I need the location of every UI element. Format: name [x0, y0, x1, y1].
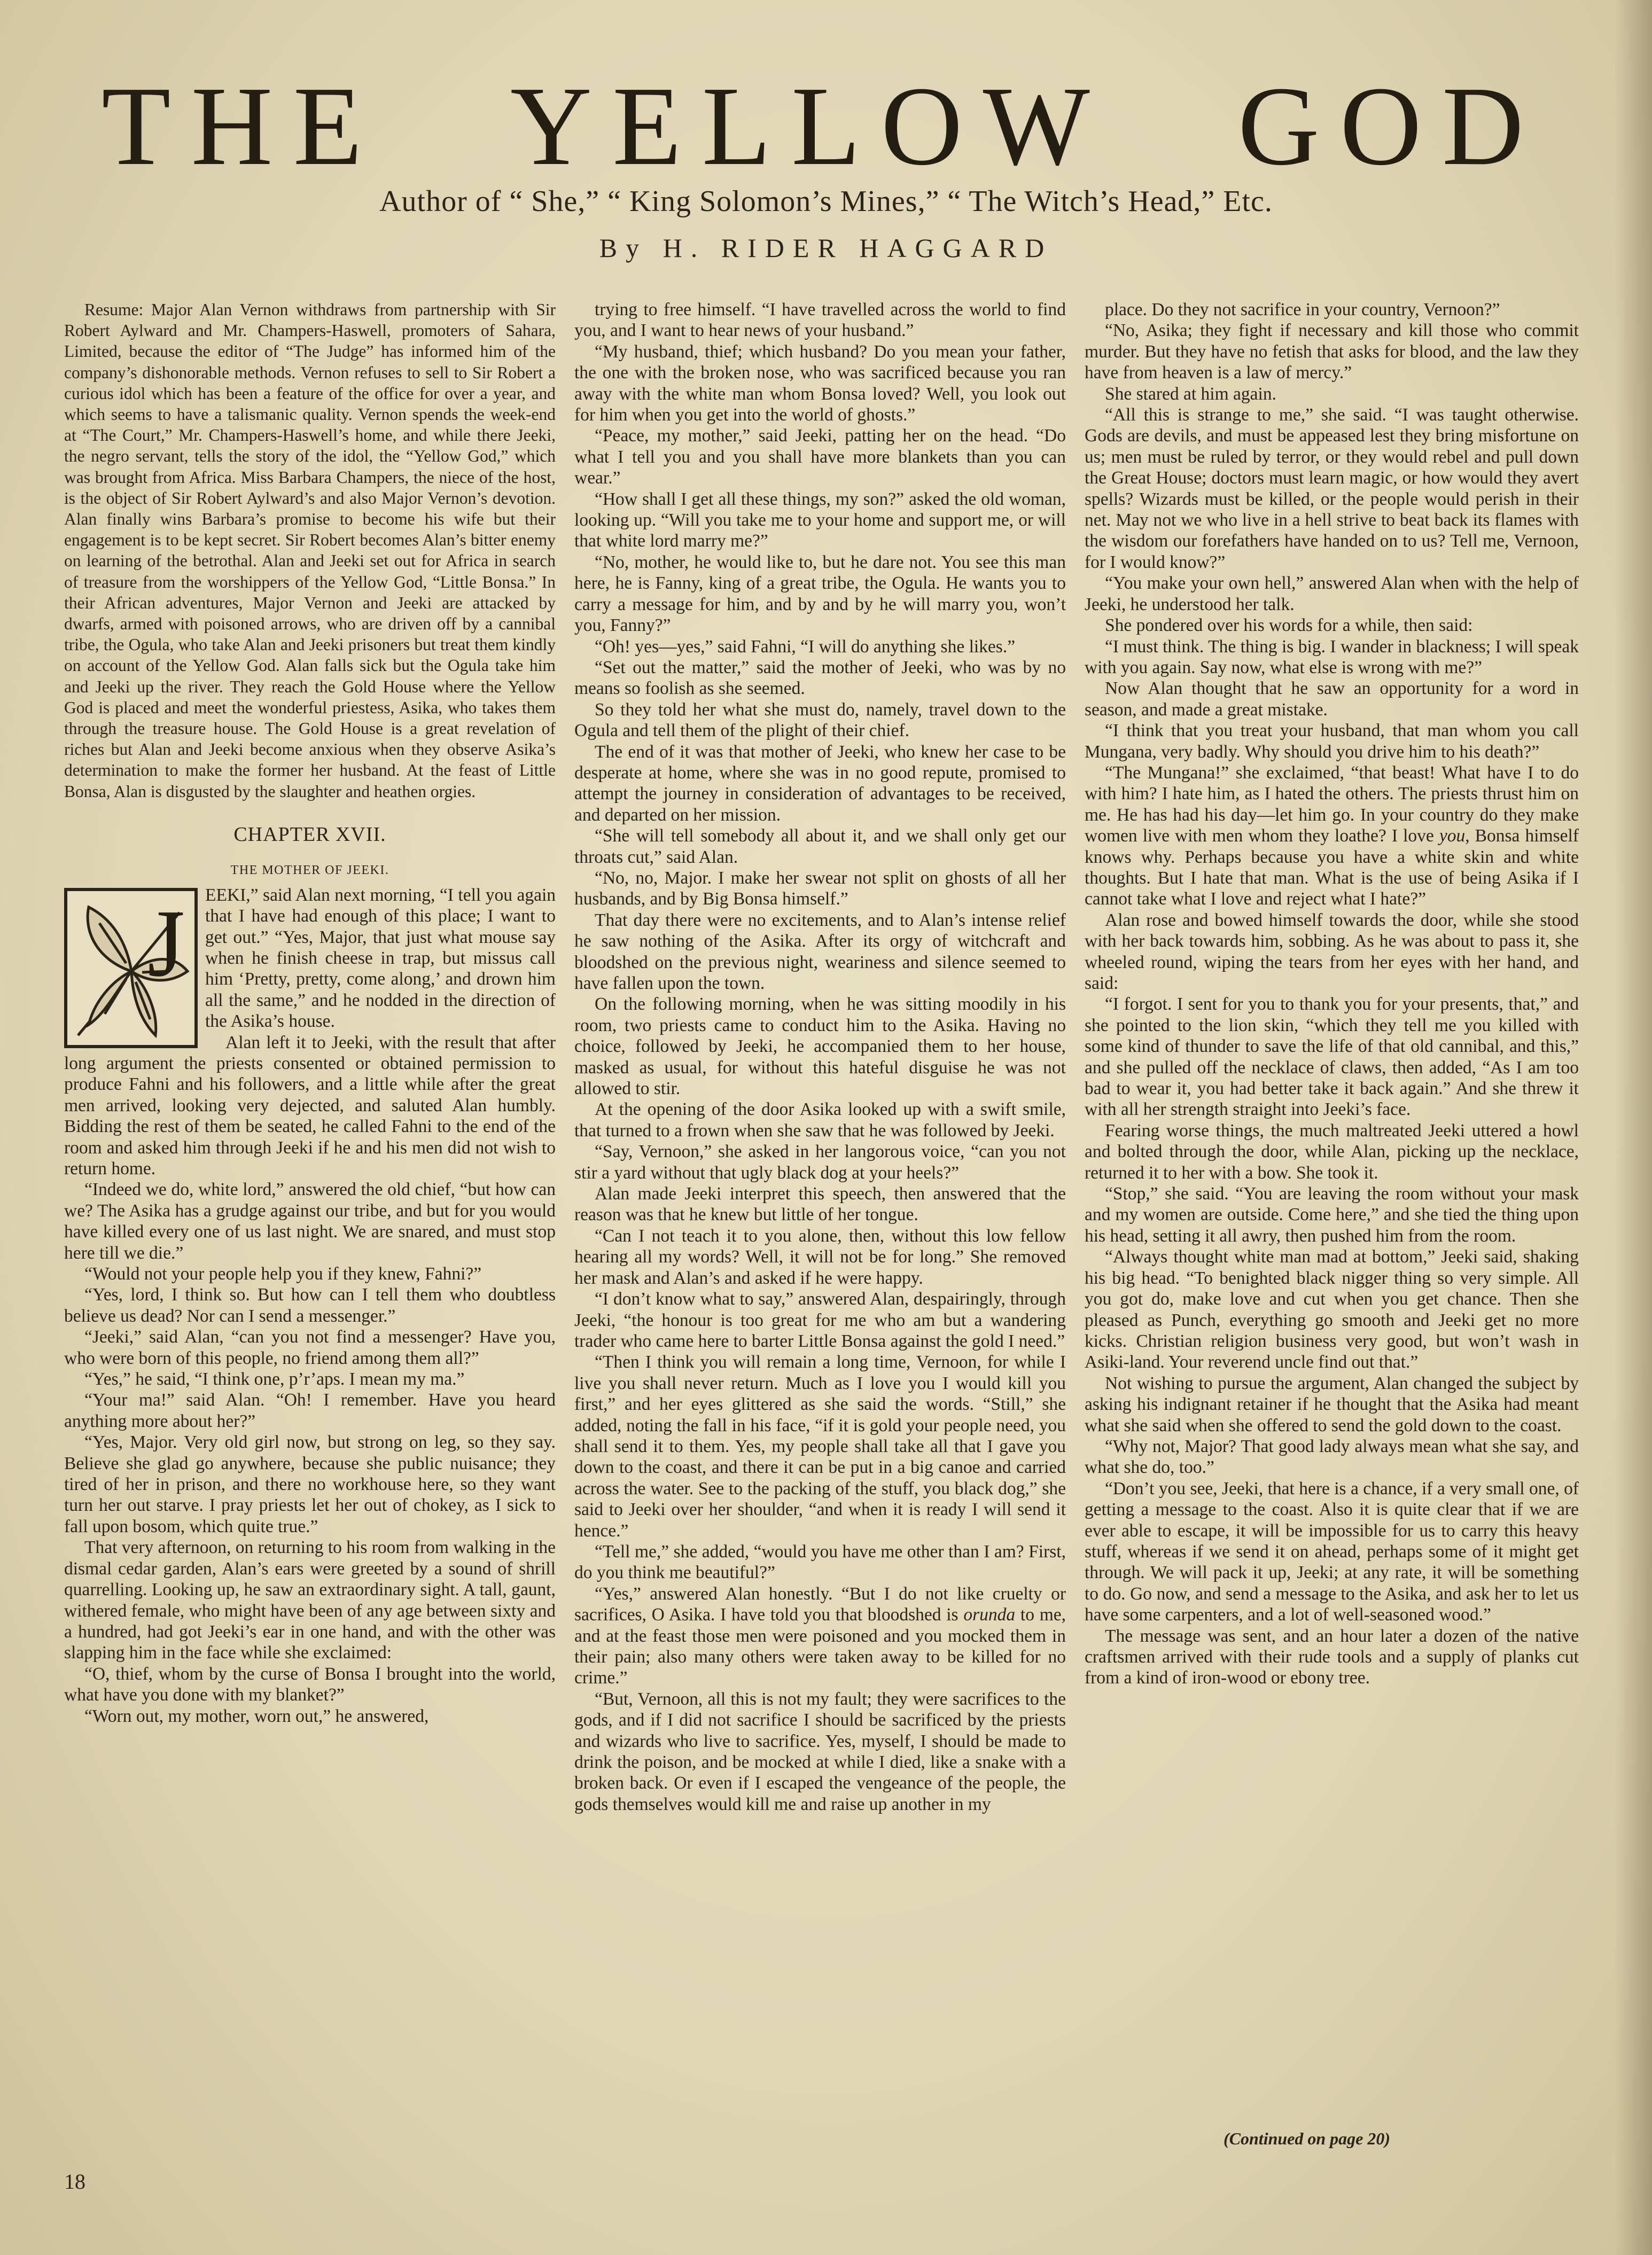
paragraph: “All this is strange to me,” she said. “I was taught otherwise. Gods are devils, and must be appeased lest they bring misfortune on us; men must be ruled by terror, or they would rebel and pull down the Great House; doctors must learn magic, or how would they avert spells? Wizards must be killed, or the people would perish in their net. May not we who live in a hell strive to beat back its flames with the wisdom our forefathers have handed on to us? Tell me, Vernoon, for I would know?” — [1085, 405, 1579, 572]
column-2-body — [574, 299, 1066, 1815]
paragraph: “Jeeki,” said Alan, “can you not find a messenger? Have you, who were born of this people, no friend among them all?” — [64, 1327, 556, 1368]
paragraph: “Why not, Major? That good lady always mean what she say, and what she do, too.” — [1085, 1436, 1579, 1478]
paragraph: “O, thief, whom by the curse of Bonsa I brought into the world, what have you done with my blanket?” — [64, 1664, 556, 1705]
paragraph: “Can I not teach it to you alone, then, without this low fellow hearing all my words? Well, it will not be for long.” She removed her mask and Alan’s and asked if he were happy. — [574, 1226, 1066, 1288]
paragraph: “Stop,” she said. “You are leaving the room without your mask and my women are outside. Come here,” and she tied the thing upon his head, setting it all awry, then pushed him from the room. — [1085, 1184, 1579, 1246]
paragraph: “I must think. The thing is big. I wander in blackness; I will speak with you again. Say now, what else is wrong with me?” — [1085, 636, 1579, 677]
resume-paragraph: Resume: Major Alan Vernon withdraws from partnership with Sir Robert Aylward and Mr. Champers-Haswell, promoters of Sahara, Limited, because the editor of “The Judge” has informed him of the company’s dishonorable methods. Vernon refuses to sell to Sir Robert a curious idol which has been a feature of the office for over a year, and which seems to have a talismanic quality. Vernon spends the week-end at “The Court,” Mr. Champers-Haswell’s home, and while there Jeeki, the negro servant, tells the story of the idol, the “Yellow God,” which was brought from Africa. Miss Barbara Champers, the niece of the host, is the object of Sir Robert Aylward’s and also Major Vernon’s devotion. Alan finally wins Barbara’s promise to become his wife but their engagement is to be kept secret. Sir Robert becomes Alan’s bitter enemy on learning of the betrothal. Alan and Jeeki set out for Africa in search of treasure from the worshippers of the Yellow God, “Little Bonsa.” In their African adventures, Major Vernon and Jeeki are attacked by dwarfs, armed with poisoned arrows, who are driven off by a cannibal tribe, the Ogula, who take Alan and Jeeki prisoners but treat them kindly on account of the Yellow God. Alan falls sick but the Ogula take him and Jeeki up the river. They reach the Gold House where the Yellow God is placed and meet the wonderful priestess, Asika, who takes them through the treasure house. The Gold House is a great revelation of riches but Alan and Jeeki become anxious when they observe Asika’s determination to make the former her husband. At the feast of Little Bonsa, Alan is disgusted by the slaughter and heathen orgies. — [64, 300, 556, 801]
paragraph: “Worn out, my mother, worn out,” he answered, — [84, 1706, 429, 1726]
paragraph: “Say, Vernoon,” she asked in her langorous voice, “can you not stir a yard without that ugly black dog at your heels?” — [574, 1142, 1066, 1183]
emphasis: you — [1439, 826, 1466, 846]
paragraph: Alan left it to Jeeki, with the result that after long argument the priests consented or obtained permission to produce Fahni and his followers, and a little while after the great men arrived, looking very dejected, and saluted Alan humbly. Bidding the rest of them be seated, he called Fahni to the end of the room and asked him through Jeeki if he and his men did not wish to return home. — [64, 1032, 556, 1179]
binding-shadow — [1615, 0, 1652, 2255]
drop-cap-letter: J — [147, 889, 185, 996]
paragraph: The end of it was that mother of Jeeki, who knew her case to be desperate at home, where she was in no good repute, promised to attempt the journey in consideration of advantages to be received, and departed on her mission. — [574, 742, 1066, 825]
paragraph: “Always thought white man mad at bottom,” Jeeki said, shaking his big head. “To benighted black nigger thing so very simple. All you got do, make love and cut when you get chance. Then she pleased as Punch, everything go smooth and Jeeki get no more kicks. Christian religion business very good, but won’t wash in Asiki-land. Your reverend uncle find out that.” — [1085, 1247, 1579, 1372]
paragraph: “Then I think you will remain a long time, Vernoon, for while I live you shall never return. Much as I love you I would kill you first,” and her eyes glittered as she said the words. “Still,” she added, noting the fall in his face, “if it is gold your people need, you shall send it to them. Yes, my people shall take all that I gave you down to the coast, and there it can be put in a big canoe and carried across the water. See to the packing of the stuff, you black dog,” she said to Jeeki over her shoulder, “and when it is ready I will send it hence.” — [574, 1352, 1066, 1541]
paragraph: She stared at him again. — [1105, 384, 1276, 404]
paragraph: Fearing worse things, the much maltreated Jeeki uttered a howl and bolted through the door, while Alan, picking up the necklace, returned it to her with a bow. She took it. — [1085, 1120, 1579, 1183]
title-word: YELLOW — [510, 63, 1110, 189]
paragraph: She pondered over his words for a while, then said: — [1105, 615, 1473, 636]
text-column-3 — [1085, 299, 1579, 2137]
column-1-body — [64, 1032, 556, 1727]
paragraph: So they told her what she must do, namely, travel down to the Ogula and tell them of the plight of their chief. — [574, 699, 1066, 741]
paragraph: “Set out the matter,” said the mother of Jeeki, who was by no means so foolish as she seemed. — [574, 657, 1066, 699]
paragraph: Alan made Jeeki interpret this speech, then answered that the reason was that he knew but little of her tongue. — [574, 1184, 1066, 1225]
paragraph: At the opening of the door Asika looked up with a swift smile, that turned to a frown when she saw that he was followed by Jeeki. — [574, 1099, 1066, 1141]
paragraph: “No, Asika; they fight if necessary and kill those who commit murder. But they have no fetish that asks for blood, and the law they have from heaven is a law of mercy.” — [1085, 321, 1579, 383]
paragraph: Alan rose and bowed himself towards the door, while she stood with her back towards him, sobbing. As he was about to pass it, she wheeled round, wiping the tears from her eyes with her hand, and said: — [1085, 910, 1579, 993]
paragraph: Now Alan thought that he saw an opportunity for a word in season, and made a great mistake. — [1085, 678, 1579, 720]
paragraph: “The Mungana!” she exclaimed, “that beast! What have I to do with him? I hate him, as I hated the others. The priests thrust him on me. He has had his day—let him go. In your country do they make women live with men whom they loathe? I love you, Bonsa himself knows why. Perhaps because you have a white skin and white thoughts. But I hate that man. What is the use of being Asika if I cannot take what I love and reject what I hate?” — [1085, 762, 1579, 909]
section-title: THE MOTHER OF JEEKI. — [230, 863, 389, 878]
paragraph: “My husband, thief; which husband? Do you mean your father, the one with the broken nose, who was sacrificed because you ran away with the white man whom Bonsa loved? Well, you look out for him when you get into the world of ghosts.” — [574, 341, 1066, 425]
text-column-1 — [64, 299, 556, 2137]
author-credits: Author of “ She,” “ King Solomon’s Mines,” “ The Witch’s Head,” Etc. — [379, 185, 1273, 218]
paragraph: “I think that you treat your husband, that man whom you call Mungana, very badly. Why should you drive him to his death?” — [1085, 721, 1579, 762]
paragraph: That day there were no excitements, and to Alan’s intense relief he saw nothing of the Asika. After its orgy of witchcraft and bloodshed on the previous night, weariness and silence seemed to have fallen upon the town. — [574, 910, 1066, 993]
paragraph: Not wishing to pursue the argument, Alan changed the subject by asking his indignant retainer if he thought that the Asika had meant what she said when she offered to send the gold down to the coast. — [1085, 1373, 1579, 1435]
paragraph: “No, mother, he would like to, but he dare not. You see this man here, he is Fanny, king of a great tribe, the Ogula. He wants you to carry a message for him, and by and by he will marry you, won’t you, Fanny?” — [574, 552, 1066, 636]
paragraph: “No, no, Major. I make her swear not split on ghosts of all her husbands, and by Big Bonsa himself.” — [574, 868, 1066, 909]
paragraph: “Tell me,” she added, “would you have me other than I am? First, do you think me beautiful?” — [574, 1541, 1066, 1583]
title-word: THE — [102, 63, 383, 189]
paragraph: “Would not your people help you if they knew, Fahni?” — [84, 1264, 482, 1284]
paragraph: “Yes,” answered Alan honestly. “But I do not like cruelty or sacrifices, O Asika. I have told you that bloodshed is orunda to me, and at the feast those men were poisoned and you mocked them in their pain; also many others were taken away to be killed for no crime.” — [574, 1583, 1066, 1688]
paragraph: trying to free himself. “I have travelled across the world to find you, and I want to hear news of your husband.” — [574, 300, 1066, 341]
paragraph: “Yes, Major. Very old girl now, but strong on leg, so they say. Believe she glad go anywhere, because she public nuisance; they tired of her in prison, and there no workhouse here, so they want turn her out starve. I pray priests let her out of chokey, as I sick to fall upon bosom, which quite true.” — [64, 1432, 556, 1536]
paragraph: “Peace, my mother,” said Jeeki, patting her on the head. “Do what I tell you and you shall have more blankets than you can wear.” — [574, 426, 1066, 488]
paragraph: “Yes, lord, I think so. But how can I tell them who doubtless believe us dead? Nor can I send a messenger.” — [64, 1285, 556, 1326]
drop-cap-ornament — [64, 888, 198, 1048]
paragraph: place. Do they not sacrifice in your country, Vernoon?” — [1105, 300, 1500, 319]
paragraph: “Your ma!” said Alan. “Oh! I remember. Have you heard anything more about her?” — [64, 1390, 556, 1431]
title-word: GOD — [1237, 63, 1544, 189]
first-paragraph: EEKI,” said Alan next morning, “I tell you again that I have had enough of this place; I want to get out.” “Yes, Major, that just what mouse say when he finish cheese in trap, but missus call him ‘Pretty, pretty, come along,’ and drown him all the same,” and he nodded in the direction of the Asika’s house. — [205, 885, 556, 1032]
paragraph: “She will tell somebody all about it, and we shall only get our throats cut,” said Alan. — [574, 826, 1066, 867]
paragraph: “But, Vernoon, all this is not my fault; they were sacrifices to the gods, and if I did not sacrifice I should be sacrificed by the priests and wizards who live to sacrifice. Yes, myself, I should be made to drink the poison, and be mocked at while I died, like a snake with a broken back. Or even if I escaped the vengeance of the people, the gods themselves would kill me and raise up another in my — [574, 1689, 1066, 1814]
paragraph: “Oh! yes—yes,” said Fahni, “I will do anything she likes.” — [595, 636, 1016, 657]
paragraph: The message was sent, and an hour later a dozen of the native craftsmen arrived with their rude tools and a supply of planks cut from a kind of iron-wood or ebony tree. — [1085, 1626, 1579, 1688]
paragraph: “I don’t know what to say,” answered Alan, despairingly, through Jeeki, “the honour is too great for me who am but a wandering trader who came here to barter Little Bonsa against the gold I need.” — [574, 1289, 1066, 1351]
continued-note: (Continued on page 20) — [1224, 2129, 1391, 2148]
paragraph: “Yes,” he said, “I think one, p’r’aps. I mean my ma.” — [84, 1369, 465, 1390]
page-number: 18 — [64, 2170, 85, 2194]
column-3-body — [1085, 299, 1579, 1689]
chapter-heading: CHAPTER XVII. — [233, 823, 386, 846]
paragraph: That very afternoon, on returning to his room from walking in the dismal cedar garden, Alan’s ears were greeted by a sound of shrill quarrelling. Looking up, he saw an extraordinary sight. A tall, gaunt, withered female, who might have been of any age between sixty and a hundred, had got Jeeki’s ear in one hand, and with the other was slapping him in the face while she exclaimed: — [64, 1538, 556, 1663]
paragraph: “You make your own hell,” answered Alan when with the help of Jeeki, he understood her talk. — [1085, 573, 1579, 614]
paragraph: “Don’t you see, Jeeki, that here is a chance, if a very small one, of getting a message to the coast. Also it is quite clear that if we are ever able to escape, it will be impossible for us to carry this heavy stuff, whereas if we send it on ahead, perhaps some of it might get through. We will pack it up, Jeeki; at any rate, it will be something to do. Go now, and send a message to the Asika, and ask her to let us have some carpenters, and a lot of well-seasoned wood.” — [1085, 1478, 1579, 1625]
text-column-2 — [574, 299, 1066, 2137]
paragraph: “Indeed we do, white lord,” answered the old chief, “but how can we? The Asika has a grudge against our tribe, and but for you would have killed every one of us last night. We are snared, and must stop here till we die.” — [64, 1180, 556, 1263]
byline: By H. RIDER HAGGARD — [599, 233, 1053, 263]
story-title — [102, 63, 1544, 189]
emphasis: orunda — [963, 1605, 1016, 1625]
paragraph: “How shall I get all these things, my son?” asked the old woman, looking up. “Will you take me to your home and support me, or will that white lord marry me?” — [574, 489, 1066, 551]
paragraph: “I forgot. I sent for you to thank you for your presents, that,” and she pointed to the lion skin, “which they tell me you killed with some kind of thunder to save the life of that old cannibal, and this,” and she pulled off the necklace of claws, then added, “As I am too bad to wear it, you had better take it back again.” And she threw it with all her strength straight into Jeeki’s face. — [1085, 994, 1579, 1120]
paragraph: On the following morning, when he was sitting moodily in his room, two priests came to conduct him to the Asika. Having no choice, followed by Jeeki, he accompanied them to her house, masked as usual, for without this hateful disguise he was not allowed to stir. — [574, 994, 1066, 1099]
